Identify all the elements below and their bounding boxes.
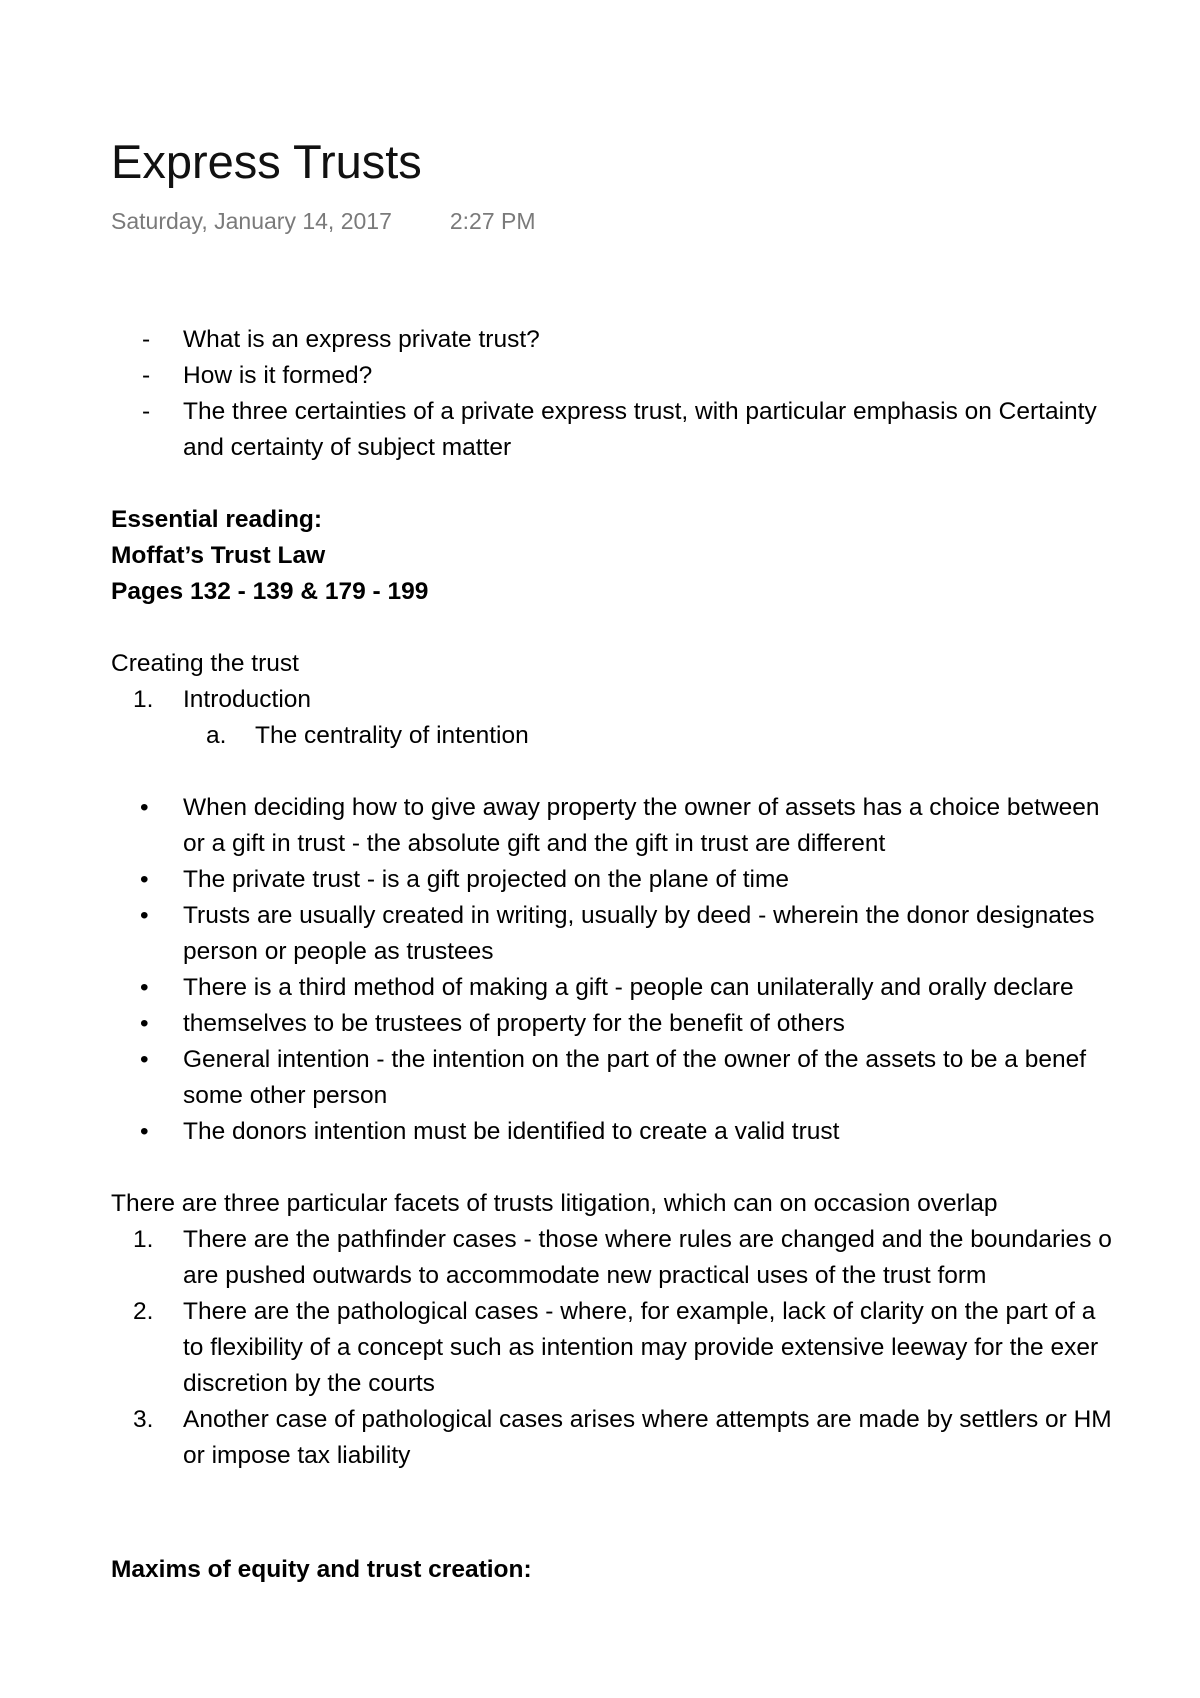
- reading-pages: Pages 132 - 139 & 179 - 199: [111, 578, 429, 605]
- bullet-line: The donors intention must be identified to create a valid trust: [183, 1118, 840, 1145]
- question-line: What is an express private trust?: [183, 326, 540, 353]
- outline-subitem: The centrality of intention: [255, 722, 529, 749]
- maxims-heading: Maxims of equity and trust creation:: [111, 1556, 532, 1583]
- facets-intro: There are three particular facets of trusts litigation, which can on occasion overlap: [111, 1190, 998, 1217]
- list-number: 3.: [133, 1406, 154, 1433]
- bullet-marker: •: [140, 902, 149, 929]
- list-letter: a.: [206, 722, 227, 749]
- bullet-line: or a gift in trust - the absolute gift and the gift in trust are different: [183, 830, 886, 857]
- facet-line: to flexibility of a concept such as intention may provide extensive leeway for the exer: [183, 1334, 1099, 1361]
- facet-line: There are the pathological cases - where, for example, lack of clarity on the part of a: [183, 1298, 1096, 1325]
- question-line: and certainty of subject matter: [183, 434, 512, 461]
- bullet-line: Trusts are usually created in writing, usually by deed - wherein the donor designates: [183, 902, 1095, 929]
- list-marker: -: [142, 326, 151, 353]
- bullet-marker: •: [140, 1118, 149, 1145]
- bullet-line: some other person: [183, 1082, 388, 1109]
- list-number: 1.: [133, 686, 154, 713]
- reading-book: Moffat’s Trust Law: [111, 542, 326, 569]
- page-date: Saturday, January 14, 2017: [111, 208, 392, 234]
- bullet-marker: •: [140, 974, 149, 1001]
- bullet-marker: •: [140, 1046, 149, 1073]
- page-metadata: [111, 205, 536, 237]
- bullet-marker: •: [140, 1010, 149, 1037]
- list-number: 1.: [133, 1226, 154, 1253]
- facet-line: Another case of pathological cases arises where attempts are made by settlers or HM: [183, 1406, 1112, 1433]
- question-line: The three certainties of a private express trust, with particular emphasis on Certainty: [183, 398, 1097, 425]
- outline-item: Introduction: [183, 686, 312, 713]
- facet-line: discretion by the courts: [183, 1370, 435, 1397]
- page-time: 2:27 PM: [449, 208, 536, 234]
- list-marker: -: [142, 362, 151, 389]
- facet-line: There are the pathfinder cases - those where rules are changed and the boundaries o: [183, 1226, 1112, 1253]
- bullet-marker: •: [140, 866, 149, 893]
- question-line: How is it formed?: [183, 362, 373, 389]
- facet-line: or impose tax liability: [183, 1442, 411, 1469]
- facet-line: are pushed outwards to accommodate new practical uses of the trust form: [183, 1262, 987, 1289]
- list-marker: -: [142, 398, 151, 425]
- bullet-line: person or people as trustees: [183, 938, 494, 965]
- page-title: Express Trusts: [111, 135, 422, 188]
- bullet-line: The private trust - is a gift projected on the plane of time: [183, 866, 790, 893]
- list-number: 2.: [133, 1298, 154, 1325]
- reading-heading: Essential reading:: [111, 506, 323, 533]
- bullet-line: General intention - the intention on the part of the owner of the assets to be a benef: [183, 1046, 1087, 1073]
- bullet-line: themselves to be trustees of property for the benefit of others: [183, 1010, 845, 1037]
- bullet-line: When deciding how to give away property the owner of assets has a choice between: [183, 794, 1100, 821]
- bullet-marker: •: [140, 794, 149, 821]
- section-heading: Creating the trust: [111, 650, 299, 677]
- bullet-line: There is a third method of making a gift - people can unilaterally and orally declare: [183, 974, 1074, 1001]
